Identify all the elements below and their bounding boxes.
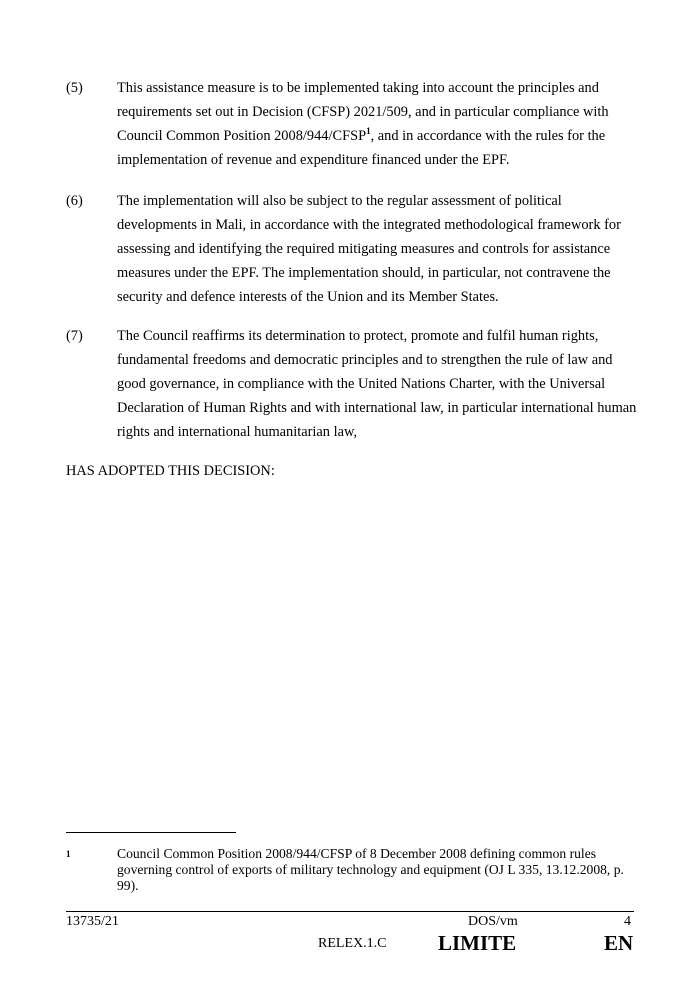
recital-7 (66, 324, 636, 444)
recital-6 (66, 189, 636, 309)
department-code: RELEX.1.C (318, 936, 387, 951)
footnote-text: Council Common Position 2008/944/CFSP of 8 December 2008 defining common rules governing control of exports of military technology and equipment (OJ L 335, 13.12.2008, p. 99). (117, 846, 624, 893)
recital-line: assessing and identifying the required mitigating measures and controls for assistance (117, 241, 611, 257)
document-number: 13735/21 (66, 914, 119, 929)
recital-line: The implementation will also be subject to the regular assessment of political (117, 193, 562, 209)
recital-number: (5) (66, 80, 83, 96)
recital-5 (66, 76, 636, 172)
recital-line: implementation of revenue and expenditure financed under the EPF. (117, 152, 510, 168)
recital-number: (7) (66, 328, 83, 344)
recital-line: security and defence interests of the Union and its Member States. (117, 289, 499, 305)
page-number: 4 (624, 914, 631, 929)
recital-number: (6) (66, 193, 83, 209)
recital-line: The Council reaffirms its determination to protect, promote and fulfil human rights, (117, 328, 599, 344)
recital-line: fundamental freedoms and democratic principles and to strengthen the rule of law and (117, 352, 613, 368)
footnote-separator (66, 832, 236, 833)
recital-text (117, 189, 636, 309)
recital-line: good governance, in compliance with the United Nations Charter, with the Universal (117, 376, 606, 392)
footnote-mark: 1 (66, 849, 71, 859)
language-code: EN (604, 931, 634, 955)
recital-line-segment: Council Common Position 2008/944/CFSP (117, 128, 367, 144)
document-reference: DOS/vm (468, 914, 518, 929)
footnote (66, 846, 636, 894)
recital-text (117, 76, 636, 172)
recital-line: rights and international humanitarian law, (117, 424, 358, 440)
recital-line: developments in Mali, in accordance with the integrated methodological framework for (117, 217, 621, 233)
recital-line: Declaration of Human Rights and with international law, in particular international human (117, 400, 637, 416)
recital-text (117, 324, 636, 444)
classification-label: LIMITE (438, 931, 517, 955)
recital-line: requirements set out in Decision (CFSP) 2021/509, and in particular compliance with (117, 104, 609, 120)
recital-line: This assistance measure is to be implemented taking into account the principles and (117, 80, 599, 96)
footer-separator (66, 911, 634, 912)
adoption-statement: HAS ADOPTED THIS DECISION: (66, 463, 275, 479)
recital-line-segment: , and in accordance with the rules for the (370, 128, 606, 144)
recital-line (117, 124, 636, 148)
footnote-reference[interactable]: 1 (366, 126, 371, 137)
recital-line: measures under the EPF. The implementation should, in particular, not contravene the (117, 265, 611, 281)
